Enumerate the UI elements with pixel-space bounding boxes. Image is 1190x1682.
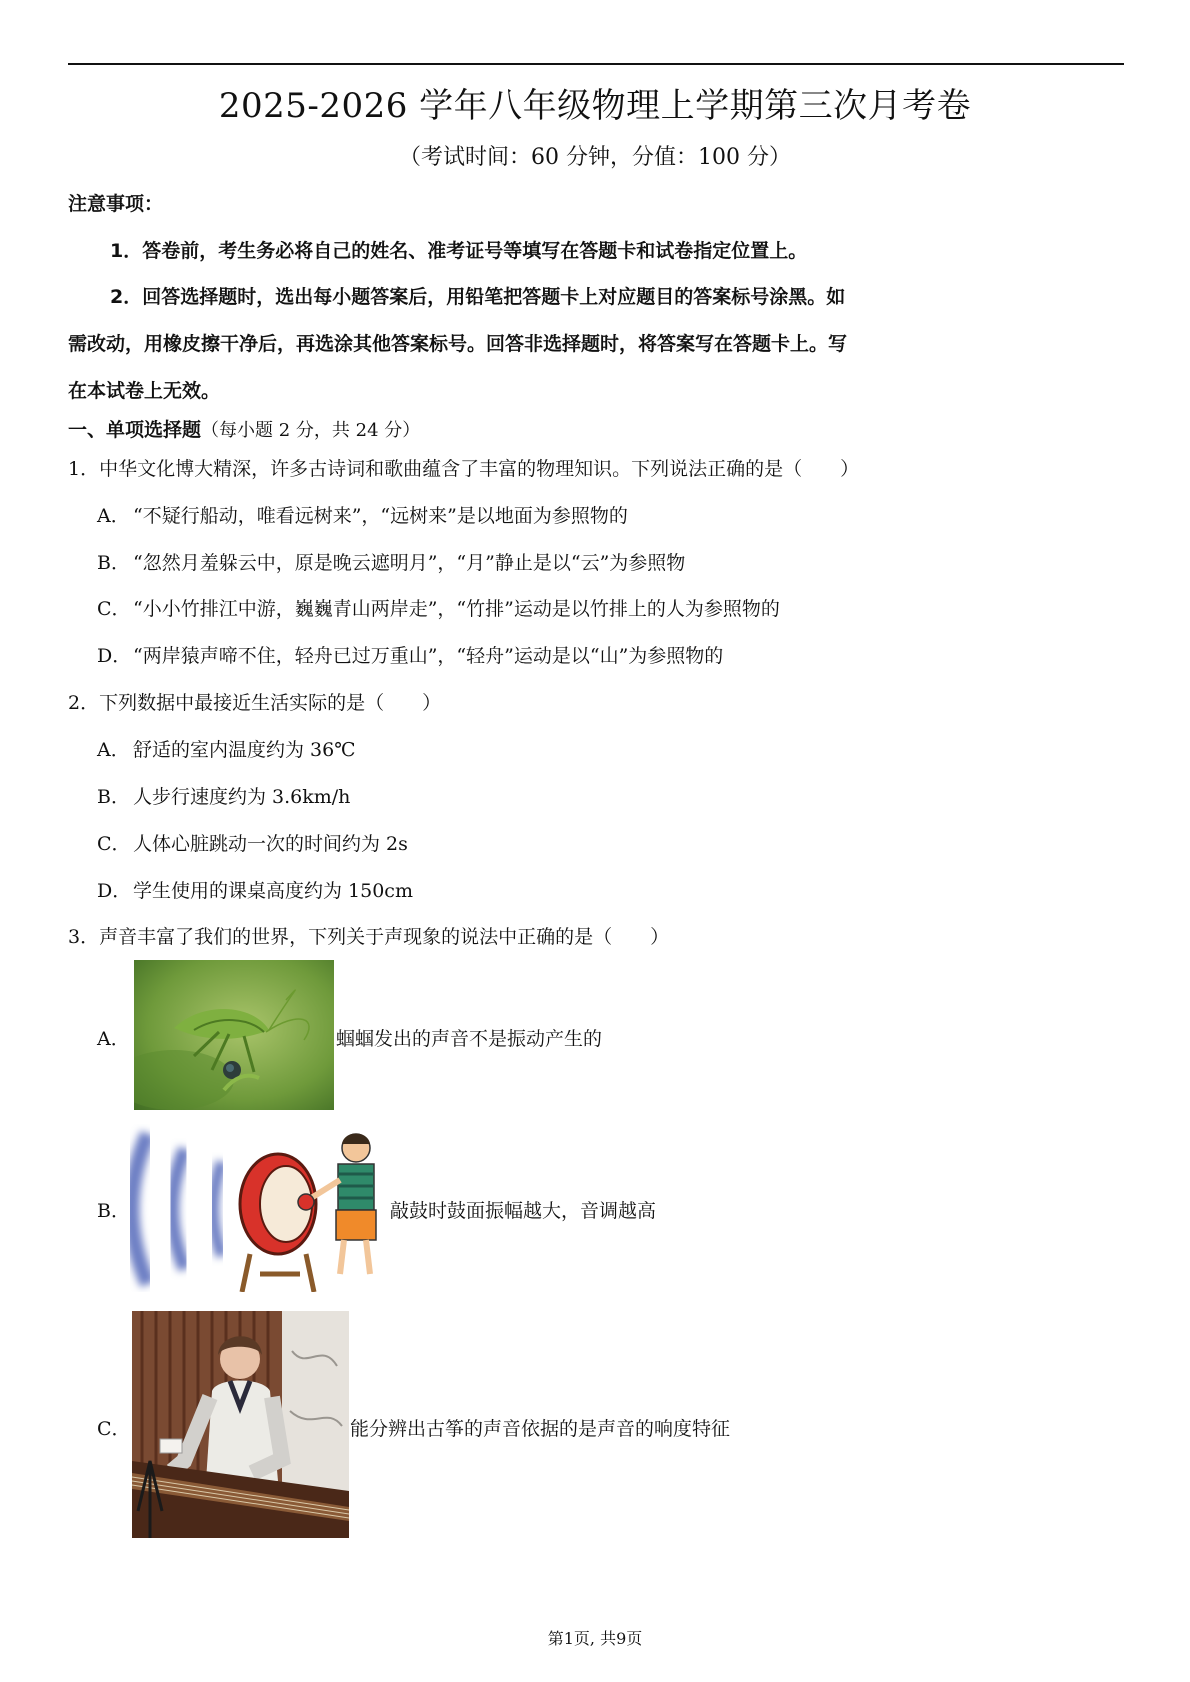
option-letter: D． <box>97 880 132 902</box>
option-text: 学生使用的课桌高度约为 150cm <box>133 880 413 902</box>
option-letter: C． <box>97 833 131 855</box>
question-2-option-c <box>97 829 408 856</box>
question-3-option-b-text: 敲鼓时鼓面振幅越大，音调越高 <box>390 1200 657 1222</box>
guzheng-image <box>132 1311 349 1538</box>
option-text: “忽然月羞躲云中，原是晚云遮明月”，“月”静止是以“云”为参照物 <box>133 552 686 574</box>
question-3-option-a-letter: A． <box>97 1028 130 1050</box>
question-3-option-c-text: 能分辨出古筝的声音依据的是声音的响度特征 <box>350 1418 731 1440</box>
option-text: “两岸猿声啼不住，轻舟已过万重山”，“轻舟”运动是以“山”为参照物的 <box>133 645 724 667</box>
question-2-option-b <box>97 782 350 809</box>
option-text: 人步行速度约为 3.6km/h <box>133 786 351 808</box>
exam-info: （考试时间：60 分钟，分值：100 分） <box>399 145 791 170</box>
option-letter: D． <box>97 645 132 667</box>
option-letter: C． <box>97 598 131 620</box>
question-2-option-d <box>97 876 413 903</box>
question-3-option-b-letter: B． <box>97 1200 130 1222</box>
drum-image <box>130 1124 380 1292</box>
section-note: （每小题 2 分，共 24 分） <box>201 420 421 441</box>
notice-item-2-line-1: 2．回答选择题时，选出每小题答案后，用铅笔把答题卡上对应题目的答案标号涂黑。如 <box>110 286 846 308</box>
option-text: 人体心脏跳动一次的时间约为 2s <box>133 833 408 855</box>
question-3-option-c-letter: C． <box>97 1418 131 1440</box>
drum-illustration-icon <box>130 1124 380 1292</box>
option-letter: B． <box>97 552 130 574</box>
katydid-photo-icon <box>134 960 334 1110</box>
question-2-option-a <box>97 735 355 762</box>
option-text: “不疑行船动，唯看远树来”，“远树来”是以地面为参照物的 <box>133 505 628 527</box>
section-heading <box>68 415 420 442</box>
option-letter: A． <box>97 505 130 527</box>
notice-item-1: 1．答卷前，考生务必将自己的姓名、准考证号等填写在答题卡和试卷指定位置上。 <box>110 240 808 262</box>
question-3-stem: 3．声音丰富了我们的世界，下列关于声现象的说法中正确的是（ ） <box>68 926 670 948</box>
option-text: “小小竹排江中游，巍巍青山两岸走”，“竹排”运动是以竹排上的人为参照物的 <box>133 598 780 620</box>
option-letter: A． <box>97 739 130 761</box>
question-1-option-d <box>97 641 723 668</box>
question-2-stem: 2．下列数据中最接近生活实际的是（ ） <box>68 692 442 714</box>
notice-item-2-line-2: 需改动，用橡皮擦干净后，再选涂其他答案标号。回答非选择题时，将答案写在答题卡上。写 <box>68 333 848 355</box>
notice-heading: 注意事项： <box>68 193 164 215</box>
option-letter: B． <box>97 786 130 808</box>
katydid-image <box>134 960 334 1110</box>
question-1-option-a <box>97 501 628 528</box>
question-1-option-c <box>97 594 780 621</box>
section-title: 一、单项选择题 <box>68 419 202 441</box>
question-3-option-a-text: 蝈蝈发出的声音不是振动产生的 <box>336 1028 603 1050</box>
page-title: 2025-2026 学年八年级物理上学期第三次月考卷 <box>218 86 972 126</box>
header-rule <box>68 63 1124 65</box>
option-text: 舒适的室内温度约为 36℃ <box>133 739 356 761</box>
question-1-stem: 1．中华文化博大精深，许多古诗词和歌曲蕴含了丰富的物理知识。下列说法正确的是（ ） <box>68 458 860 480</box>
guzheng-photo-icon <box>132 1311 349 1538</box>
page-number: 第1页, 共9页 <box>547 1629 643 1648</box>
question-1-option-b <box>97 548 685 575</box>
notice-item-2-line-3: 在本试卷上无效。 <box>68 380 221 402</box>
